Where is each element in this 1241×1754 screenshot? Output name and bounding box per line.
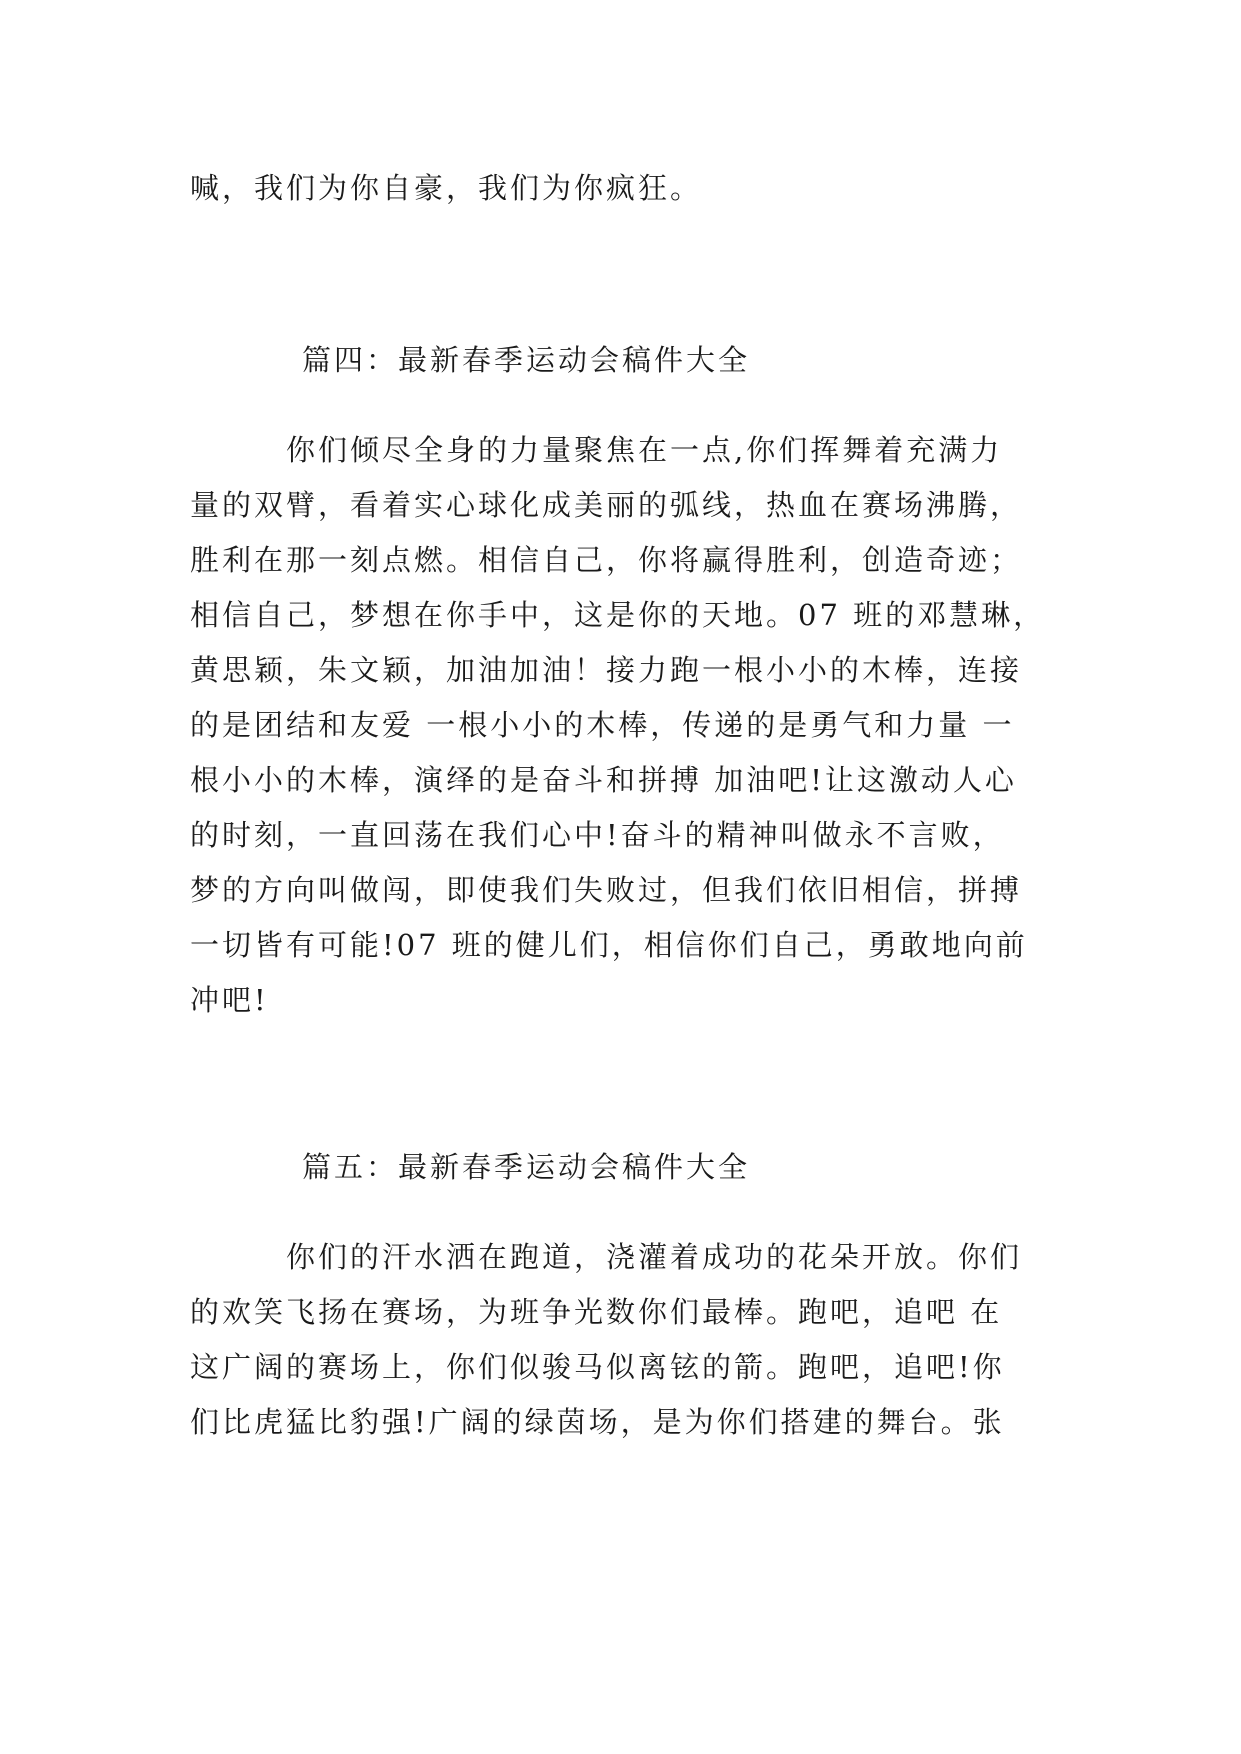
paragraph-line: 冲吧!: [190, 983, 269, 1017]
paragraph-line: 你们倾尽全身的力量聚焦在一点,你们挥舞着充满力: [190, 433, 1003, 467]
paragraph-line: 的时刻，一直回荡在我们心中!奋斗的精神叫做永不言败，: [190, 818, 1005, 852]
paragraph-line: 胜利在那一刻点燃。相信自己，你将赢得胜利，创造奇迹；: [190, 543, 1023, 577]
paragraph-line: 一切皆有可能!07 班的健儿们，相信你们自己，勇敢地向前: [190, 928, 1028, 962]
paragraph-line: 这广阔的赛场上，你们似骏马似离铉的箭。跑吧，追吧!你: [190, 1350, 1005, 1384]
paragraph-line: 你们的汗水洒在跑道，浇灌着成功的花朵开放。你们: [190, 1240, 1023, 1274]
paragraph-line: 的欢笑飞扬在赛场，为班争光数你们最棒。跑吧，追吧 在: [190, 1295, 1003, 1329]
paragraph-line: 相信自己，梦想在你手中，这是你的天地。07 班的邓慧琳，: [190, 598, 1046, 632]
paragraph-line: 的是团结和友爱 一根小小的木棒，传递的是勇气和力量 一: [190, 708, 1015, 742]
section-heading-4: 篇四：最新春季运动会稿件大全: [302, 343, 751, 377]
paragraph-line: 根小小的木棒，演绎的是奋斗和拼搏 加油吧!让这激动人心: [190, 763, 1017, 797]
section-heading-5: 篇五：最新春季运动会稿件大全: [302, 1150, 751, 1184]
paragraph-line: 量的双臂，看着实心球化成美丽的弧线，热血在赛场沸腾，: [190, 488, 1023, 522]
paragraph-line: 黄思颖，朱文颖，加油加油！接力跑一根小小的木棒，连接: [190, 653, 1023, 687]
paragraph-line: 们比虎猛比豹强!广阔的绿茵场，是为你们搭建的舞台。张: [190, 1405, 1005, 1439]
paragraph-line: 梦的方向叫做闯，即使我们失败过，但我们依旧相信，拼搏: [190, 873, 1023, 907]
opening-line: 喊，我们为你自豪，我们为你疯狂。: [190, 171, 703, 205]
